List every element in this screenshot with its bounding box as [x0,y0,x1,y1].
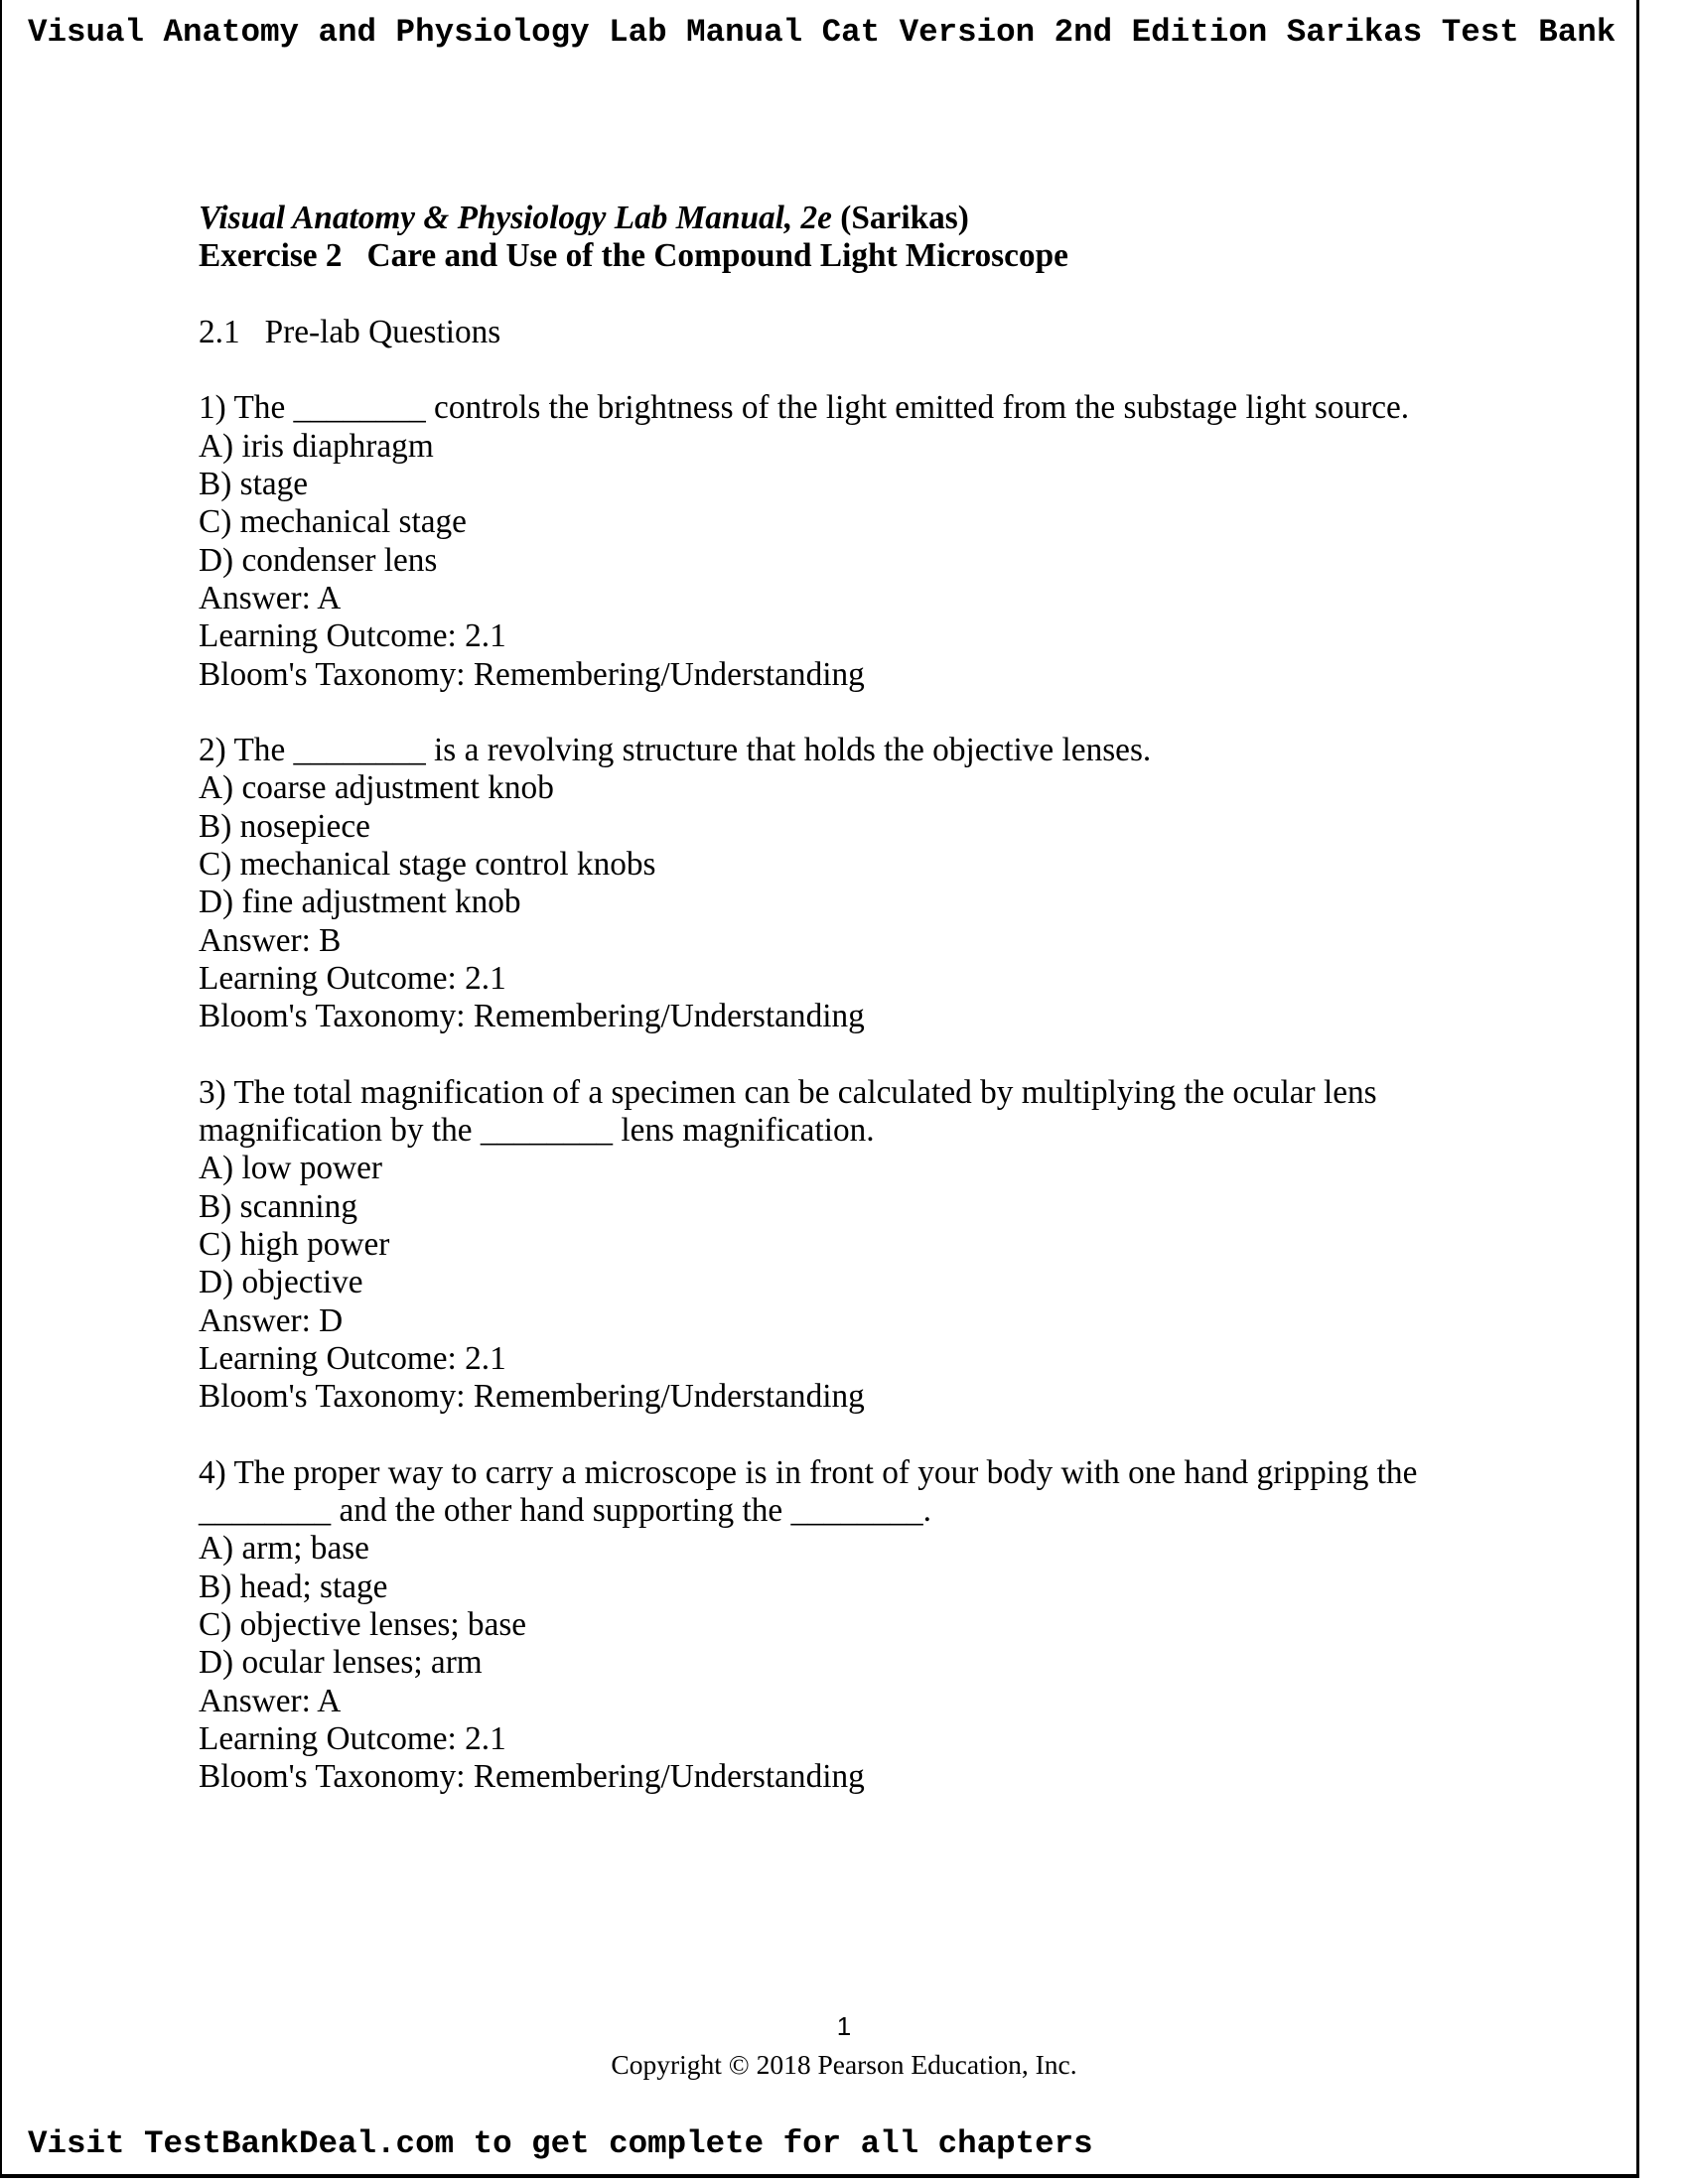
learning-outcome: Learning Outcome: 2.1 [199,959,506,997]
document-body [199,200,1489,1835]
blooms-taxonomy: Bloom's Taxonomy: Remembering/Understanding [199,998,865,1035]
header-banner: Visual Anatomy and Physiology Lab Manual Cat Version 2nd Edition Sarikas Test Bank [28,14,1617,51]
question-stem: 4) The proper way to carry a microscope is in front of your body with one hand gripping the ________ and the other hand supporting the ________. [199,1453,1418,1530]
blooms-taxonomy: Bloom's Taxonomy: Remembering/Understanding [199,1758,865,1796]
question-stem: 3) The total magnification of a specimen can be calculated by multiplying the ocular lens magnification by the ________ lens magnification. [199,1073,1377,1150]
answer-option: D) condenser lens [199,541,438,579]
exercise-title: Exercise 2 Care and Use of the Compound Light Microscope [199,237,1068,275]
book-title-line [199,200,1489,237]
copyright: Copyright © 2018 Pearson Education, Inc. [611,2049,1077,2080]
answer-option: B) nosepiece [199,807,370,845]
answer-option: C) mechanical stage [199,503,467,541]
learning-outcome: Learning Outcome: 2.1 [199,1339,506,1377]
answer-option: D) fine adjustment knob [199,884,521,921]
question-block [199,732,1489,1035]
spacer [199,351,1489,389]
answer-option: A) coarse adjustment knob [199,769,554,807]
book-title: Visual Anatomy & Physiology Lab Manual, 2e [199,200,832,236]
answer-option: A) low power [199,1150,382,1187]
learning-outcome: Learning Outcome: 2.1 [199,1719,506,1757]
answer: Answer: A [199,1682,342,1719]
section-title: 2.1 Pre-lab Questions [199,313,501,350]
answer-option: D) objective [199,1264,363,1301]
blooms-taxonomy: Bloom's Taxonomy: Remembering/Understanding [199,655,865,693]
question-stem: 2) The ________ is a revolving structure that holds the objective lenses. [199,732,1152,769]
question-block [199,389,1489,693]
answer-option: B) head; stage [199,1568,388,1605]
blooms-taxonomy: Bloom's Taxonomy: Remembering/Understanding [199,1378,865,1416]
question-stem: 1) The ________ controls the brightness of the light emitted from the substage light source. [199,389,1410,427]
author: (Sarikas) [840,200,969,236]
answer-option: C) high power [199,1226,390,1264]
question-block [199,1074,1489,1417]
answer-option: A) iris diaphragm [199,427,434,465]
answer-option: A) arm; base [199,1530,369,1568]
spacer [199,276,1489,314]
question-list [199,389,1489,1796]
answer: Answer: B [199,921,342,959]
answer-option: C) objective lenses; base [199,1605,527,1643]
footer-banner: Visit TestBankDeal.com to get complete for all chapters [28,2125,1093,2162]
answer-option: B) scanning [199,1187,357,1225]
page-number: 1 [836,2011,852,2041]
question-block [199,1454,1489,1797]
answer-option: B) stage [199,466,309,503]
answer-option: C) mechanical stage control knobs [199,846,656,884]
answer-option: D) ocular lenses; arm [199,1644,483,1682]
learning-outcome: Learning Outcome: 2.1 [199,617,506,655]
answer: Answer: D [199,1301,344,1339]
answer: Answer: A [199,579,342,616]
